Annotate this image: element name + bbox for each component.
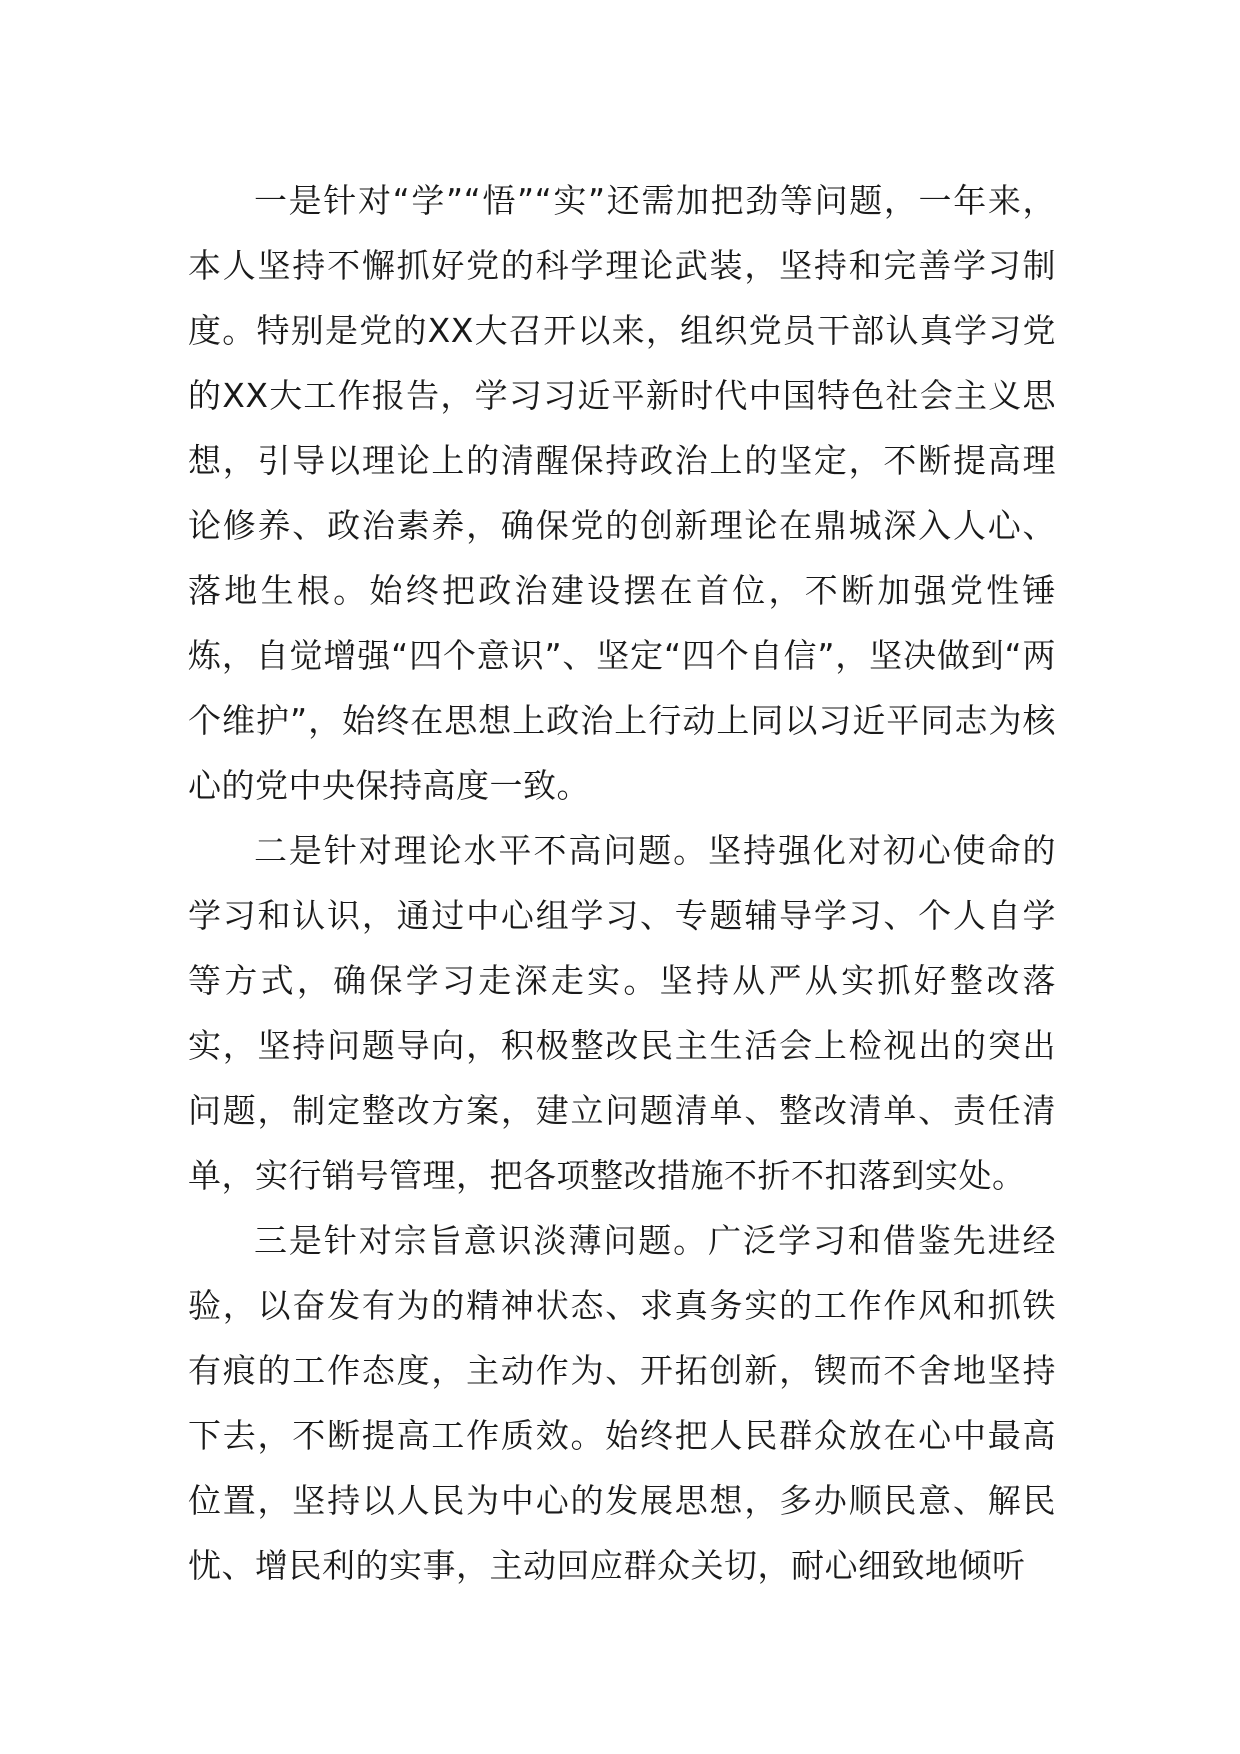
paragraph-3: 三是针对宗旨意识淡薄问题。广泛学习和借鉴先进经验，以奋发有为的精神状态、求真务实的工作作风和抓铁有痕的工作态度，主动作为、开拓创新，锲而不舍地坚持下去，不断提高工作质效。始终把人民群众放在心中最高位置，坚持以人民为中心的发展思想，多办顺民意、解民忧、增民利的实事，主动回应群众关切，耐心细致地倾听 [188,1221,1056,1585]
paragraph-1: 一是针对“学”“悟”“实”还需加把劲等问题，一年来，本人坚持不懈抓好党的科学理论武装，坚持和完善学习制度。特别是党的XX大召开以来，组织党员干部认真学习党的XX大工作报告，学习习近平新时代中国特色社会主义思想，引导以理论上的清醒保持政治上的坚定，不断提高理论修养、政治素养，确保党的创新理论在鼎城深入人心、落地生根。始终把政治建设摆在首位，不断加强党性锤炼，自觉增强“四个意识”、坚定“四个自信”，坚决做到“两个维护”，始终在思想上政治上行动上同以习近平同志为核心的党中央保持高度一致。 [188,181,1056,805]
document-body [188,168,1056,1598]
paragraph-2: 二是针对理论水平不高问题。坚持强化对初心使命的学习和认识，通过中心组学习、专题辅导学习、个人自学等方式，确保学习走深走实。坚持从严从实抓好整改落实，坚持问题导向，积极整改民主生活会上检视出的突出问题，制定整改方案，建立问题清单、整改清单、责任清单，实行销号管理，把各项整改措施不折不扣落到实处。 [188,831,1056,1195]
